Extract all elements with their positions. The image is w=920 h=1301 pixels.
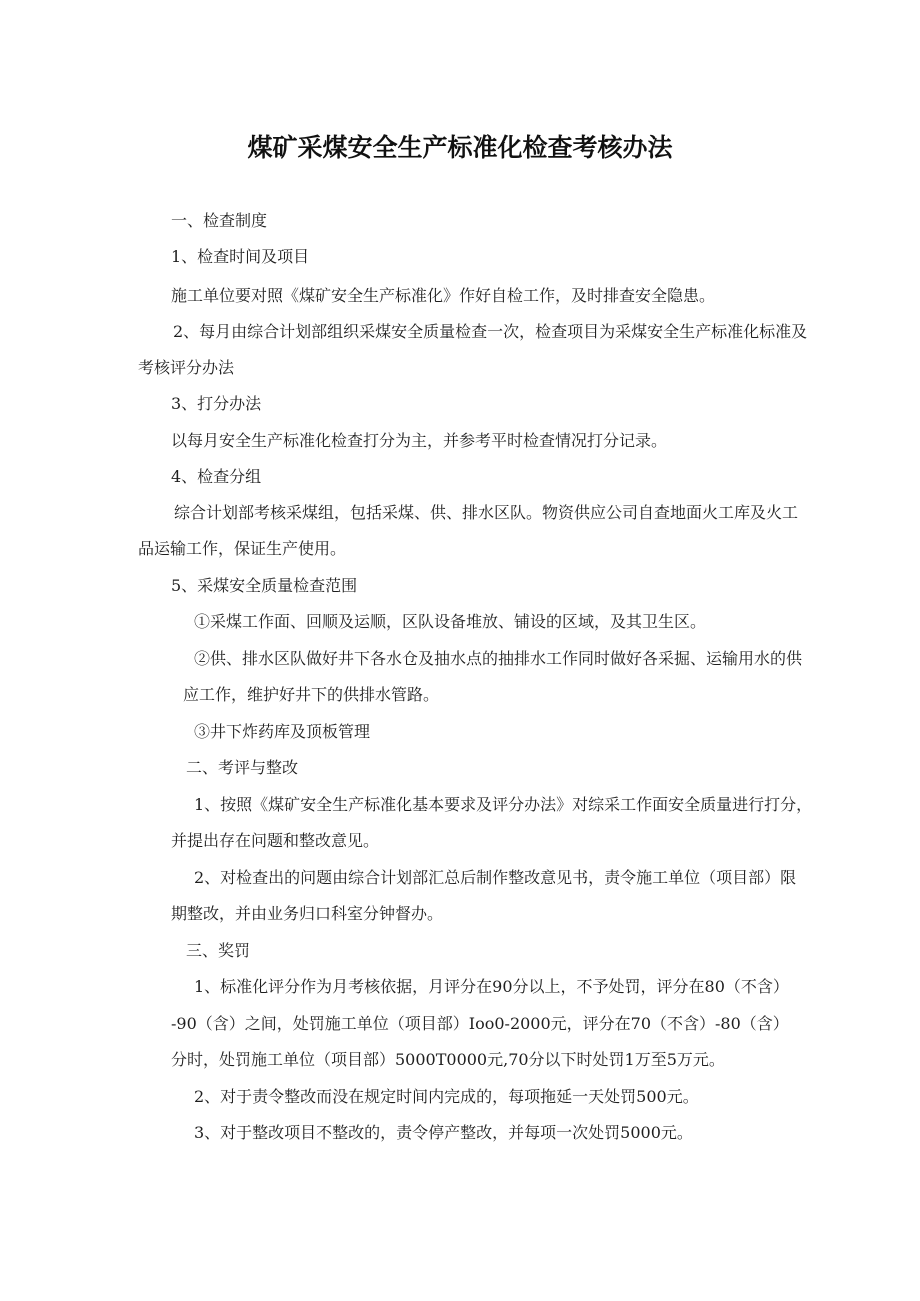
document-title: 煤矿采煤安全生产标准化检查考核办法 — [247, 133, 673, 162]
subsection-inspection-time: 1、检查时间及项目 — [171, 247, 310, 266]
penalty-item-2: 2、对于责令整改而没在规定时间内完成的，每项拖延一天处罚500元。 — [194, 1087, 699, 1106]
section-heading-inspection-system: 一、检查制度 — [171, 211, 268, 230]
scope-item-1: ①采煤工作面、回顺及运顺，区队设备堆放、铺设的区域，及其卫生区。 — [194, 612, 707, 631]
paragraph-groups-line1: 综合计划部考核采煤组，包括采煤、供、排水区队。物资供应公司自查地面火工库及火工 — [174, 503, 799, 522]
evaluation-item-1-line2: 并提出存在问题和整改意见。 — [171, 831, 380, 850]
paragraph-scoring: 以每月安全生产标准化检查打分为主，并参考平时检查情况打分记录。 — [171, 431, 668, 450]
scope-item-2-line1: ②供、排水区队做好井下各水仓及抽水点的抽排水工作同时做好各采掘、运输用水的供 — [194, 649, 803, 668]
evaluation-item-2-line2: 期整改，并由业务归口科室分钟督办。 — [171, 904, 444, 923]
scope-item-3: ③井下炸药库及顶板管理 — [194, 722, 371, 741]
paragraph-monthly-inspection-line1: 2、每月由综合计划部组织采煤安全质量检查一次，检查项目为采煤安全生产标准化标准及 — [173, 322, 808, 341]
evaluation-item-1-line1: 1、按照《煤矿安全生产标准化基本要求及评分办法》对综采工作面安全质量进行打分， — [194, 795, 813, 814]
penalty-item-3: 3、对于整改项目不整改的，责令停产整改，并每项一次处罚5000元。 — [194, 1123, 693, 1142]
penalty-item-1-line3: 分时，处罚施工单位（项目部）5000T0000元,70分以下时处罚1万至5万元。 — [171, 1050, 725, 1069]
section-heading-rewards-penalties: 三、奖罚 — [186, 941, 251, 960]
paragraph-monthly-inspection-line2: 考核评分办法 — [138, 358, 235, 377]
subsection-inspection-groups: 4、检查分组 — [171, 467, 262, 486]
paragraph-self-inspection: 施工单位要对照《煤矿安全生产标准化》作好自检工作，及时排查安全隐患。 — [171, 286, 716, 305]
scope-item-2-line2: 应工作，维护好井下的供排水管路。 — [183, 685, 440, 704]
evaluation-item-2-line1: 2、对检查出的问题由综合计划部汇总后制作整改意见书，责令施工单位（项目部）限 — [194, 868, 797, 887]
penalty-item-1-line2: -90（含）之间，处罚施工单位（项目部）Ioo0-2000元，评分在70（不含）-80（含） — [171, 1014, 789, 1033]
paragraph-groups-line2: 品运输工作，保证生产使用。 — [138, 539, 347, 558]
section-heading-evaluation: 二、考评与整改 — [186, 758, 299, 777]
penalty-item-1-line1: 1、标准化评分作为月考核依据，月评分在90分以上，不予处罚，评分在80（不含） — [194, 977, 789, 996]
subsection-inspection-scope: 5、采煤安全质量检查范围 — [171, 576, 358, 595]
subsection-scoring-method: 3、打分办法 — [171, 394, 262, 413]
